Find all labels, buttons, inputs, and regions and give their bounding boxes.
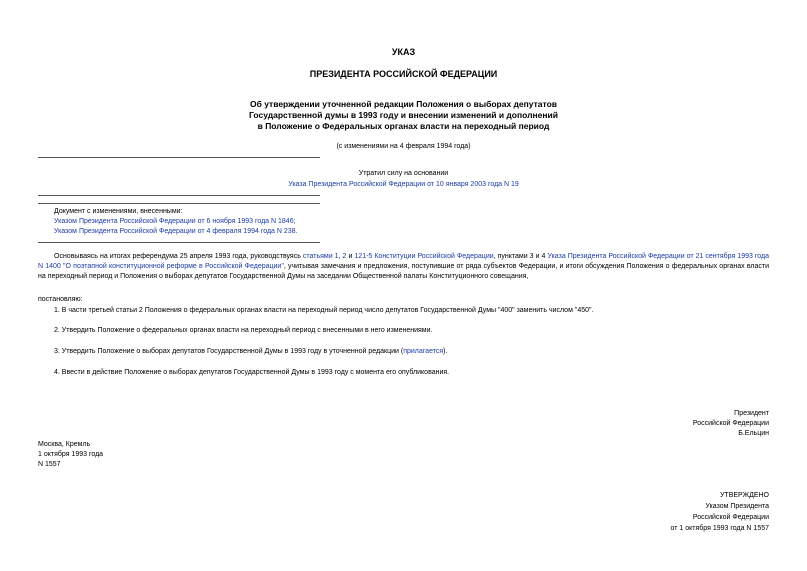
approved-block xyxy=(671,490,769,534)
divider xyxy=(38,242,320,243)
place-line: N 1557 xyxy=(38,461,61,468)
amendment-date-note: (с изменениями на 4 февраля 1994 года) xyxy=(336,143,471,150)
preamble xyxy=(38,252,769,282)
appendix-link[interactable]: прилагается xyxy=(403,348,444,355)
decree-word: постановляю: xyxy=(38,296,83,303)
amendment-link[interactable]: Указом Президента Российской Федерации от 6 ноября 1993 года N 1846; xyxy=(54,218,296,225)
divider xyxy=(38,195,320,196)
decree-1400-link[interactable]: Указа Президента Российской Федерации от 21 сентября 1993 года N 1400 "О поэтапной конституционной реформе в Российской Федерации" xyxy=(38,253,770,270)
signature-line: Президент xyxy=(734,410,769,417)
preamble-text: , пунктами 3 и 4 xyxy=(493,253,548,260)
decree-subject xyxy=(0,99,807,132)
preamble-text: и xyxy=(346,253,355,260)
approved-line: от 1 октября 1993 года N 1557 xyxy=(670,525,769,532)
place-line: Москва, Кремль xyxy=(38,441,91,448)
item-2: 2. Утвердить Положение о федеральных органах власти на переходный период с внесенными в него изменениями. xyxy=(54,327,433,334)
place-line: 1 октября 1993 года xyxy=(38,451,104,458)
expired-note: Утратил силу на основании xyxy=(358,170,449,177)
divider xyxy=(38,157,320,158)
approved-line: УТВЕРЖДЕНО xyxy=(719,492,769,499)
subject-line: в Положение о Федеральных органах власти на переходный период xyxy=(257,121,550,131)
signature-line: Российской Федерации xyxy=(692,420,769,427)
item-3-text: 3. Утвердить Положение о выборах депутатов Государственной Думы в 1993 году в уточненной редакции ( xyxy=(54,348,404,355)
preamble-text: , xyxy=(338,253,343,260)
item-1: 1. В части третьей статьи 2 Положения о федеральных органах власти на переходный период число депутатов Государственной Думы "400" заменить числом "450". xyxy=(54,307,594,314)
constitution-article-2-link[interactable]: 2 xyxy=(342,253,347,260)
constitution-article-1-link[interactable]: статьями 1 xyxy=(302,253,339,260)
divider xyxy=(38,203,320,204)
constitution-article-121-5-link[interactable]: 121-5 Конституции Российской Федерации xyxy=(354,253,494,260)
item-3 xyxy=(54,347,447,357)
expired-decree-link[interactable]: Указа Президента Российской Федерации от 10 января 2003 года N 19 xyxy=(288,181,519,188)
preamble-text: , учитывая замечания и предложения, поступившие от ряда субъектов Федерации, и итоги обсуждения Положения о федеральных органах власти на переходный период и Положения о выборах депутатов Государственной Думы на заседании Общественной палаты Конституционного совещания, xyxy=(38,263,769,280)
signature-line: Б.Ельцин xyxy=(738,430,769,437)
subject-line: Государственной думы в 1993 году и внесении изменений и дополнений xyxy=(249,110,558,120)
amendment-link[interactable]: Указом Президента Российской Федерации от 4 февраля 1994 года N 238. xyxy=(54,228,298,235)
decree-title: УКАЗ xyxy=(391,47,416,57)
approved-line: Российской Федерации xyxy=(692,514,769,521)
place-date-block xyxy=(38,440,103,470)
decree-issuer: ПРЕЗИДЕНТА РОССИЙСКОЙ ФЕДЕРАЦИИ xyxy=(309,69,498,79)
subject-line: Об утверждении уточненной редакции Положения о выборах депутатов xyxy=(250,99,557,109)
approved-line: Указом Президента xyxy=(705,503,769,510)
preamble-text: Основываясь на итогах референдума 25 апреля 1993 года, руководствуясь xyxy=(54,253,303,260)
item-3-text: ). xyxy=(443,348,448,355)
signature-block xyxy=(693,409,769,439)
amendments-intro: Документ с изменениями, внесенными: xyxy=(54,208,183,215)
item-4: 4. Ввести в действие Положение о выборах депутатов Государственной Думы в 1993 году с момента его опубликования. xyxy=(54,369,450,376)
